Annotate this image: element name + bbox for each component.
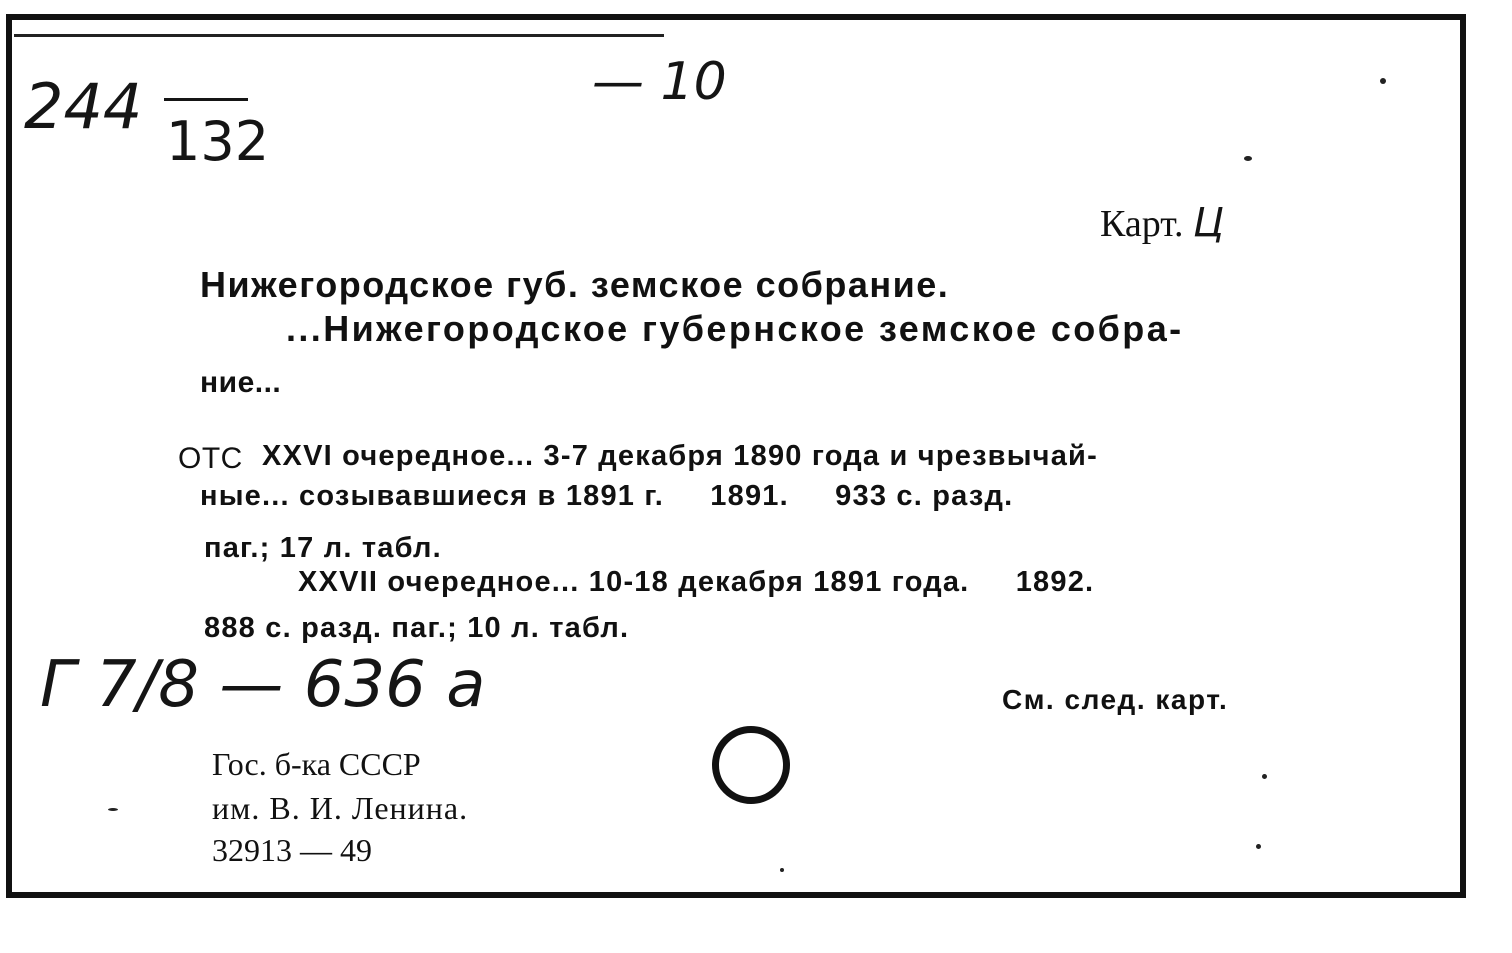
- volume2-line1: XXVII очередное... 10-18 декабря 1891 года. 1892.: [298, 566, 1095, 598]
- call-number: Г 7/8 — 636 а: [40, 648, 486, 722]
- stamp-otc: ОТС: [178, 442, 243, 475]
- card-number: Ц: [1192, 200, 1225, 246]
- circle-mark: [712, 726, 790, 804]
- shelf-mark-top: 244: [24, 70, 143, 143]
- top-rule: [14, 34, 664, 37]
- scan-speck: [1262, 774, 1267, 779]
- imprint-line3: 32913 — 49: [212, 832, 372, 868]
- scan-speck: [1256, 844, 1261, 849]
- card-label-text: Карт.: [1100, 203, 1184, 245]
- shelf-mark-fraction-line: [164, 98, 248, 101]
- continuation-note: См. след. карт.: [1002, 684, 1229, 715]
- entry-heading: Нижегородское губ. земское собрание.: [200, 264, 950, 305]
- imprint-line1: Гос. б-ка СССР: [212, 746, 421, 782]
- volume1-line2: ные... созывавшиеся в 1891 г. 1891. 933 с. разд.: [200, 480, 1014, 512]
- shelf-mark-bottom: 132: [166, 110, 270, 173]
- scan-speck: [1380, 78, 1386, 84]
- page-mark: — 10: [592, 52, 727, 112]
- scan-speck: [108, 808, 118, 811]
- volume2-line2: 888 с. разд. паг.; 10 л. табл.: [204, 612, 630, 644]
- scan-speck: [780, 868, 784, 872]
- imprint-line2: им. В. И. Ленина.: [212, 790, 469, 826]
- entry-subheading-line1: ...Нижегородское губернское земское собра-: [286, 308, 1184, 349]
- volume1-line3: паг.; 17 л. табл.: [204, 532, 442, 564]
- entry-subheading-line2: ние...: [200, 366, 282, 399]
- card-label: [1100, 200, 1224, 246]
- volume1-line1: XXVI очередное... 3-7 декабря 1890 года и чрезвычай-: [262, 440, 1098, 472]
- scan-speck: [1244, 156, 1252, 161]
